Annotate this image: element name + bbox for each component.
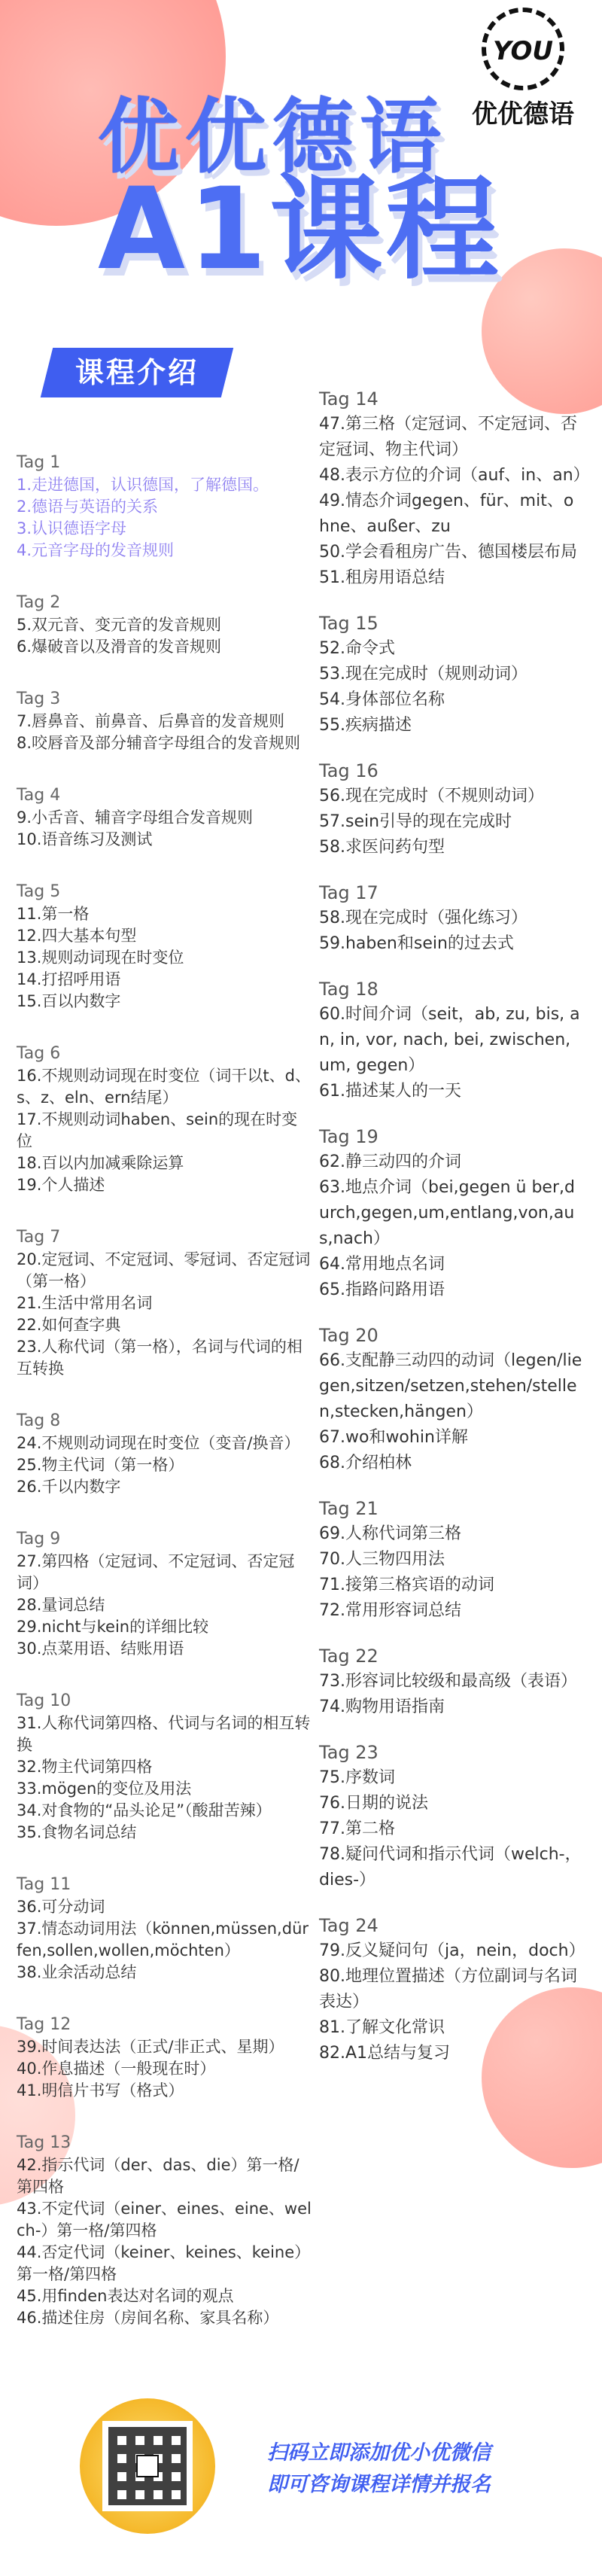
lesson-group (319, 1124, 584, 1303)
lesson-item: 48.表示方位的介词（auf、in、an） (319, 466, 590, 485)
lesson-group (319, 611, 584, 738)
lesson-item: 52.命令式 (319, 639, 395, 658)
lesson-item: 36.可分动词 (17, 1898, 105, 1916)
lesson-day-label: Tag 1 (17, 453, 61, 472)
lesson-item: 2.德语与英语的关系 (17, 498, 159, 516)
course-column-left (17, 452, 312, 2359)
lesson-day-label: Tag 13 (17, 2133, 71, 2152)
lesson-item: 42.指示代词（der、das、die）第一格/第四格 (17, 2156, 299, 2196)
lesson-item: 38.业余活动总结 (17, 1963, 137, 1981)
lesson-item: 16.不规则动词现在时变位（词干以t、d、s、z、eln、ern结尾） (17, 1067, 311, 1107)
lesson-group (17, 1528, 312, 1660)
logo-text: YOU (493, 36, 553, 66)
lesson-item: 6.爆破音以及滑音的发音规则 (17, 638, 222, 656)
lesson-item: 67.wo和wohin详解 (319, 1428, 468, 1447)
lesson-group (17, 2014, 312, 2102)
lesson-item: 5.双元音、变元音的发音规则 (17, 616, 222, 634)
lesson-item: 4.元音字母的发音规则 (17, 541, 175, 559)
lesson-item: 35.食物名词总结 (17, 1823, 137, 1841)
lesson-day-label: Tag 14 (319, 388, 379, 410)
lesson-item: 19.个人描述 (17, 1176, 105, 1194)
lesson-group (17, 1874, 312, 1984)
lesson-day-label: Tag 20 (319, 1325, 379, 1346)
section-banner (41, 348, 233, 397)
lesson-item: 11.第一格 (17, 905, 90, 923)
lesson-item: 59.haben和sein的过去式 (319, 934, 514, 953)
lesson-item: 68.介绍柏林 (319, 1454, 412, 1472)
qr-center-logo (136, 2455, 159, 2477)
lesson-item: 50.学会看租房广告、德国楼层布局 (319, 543, 577, 562)
lesson-item: 54.身体部位名称 (319, 690, 445, 709)
lesson-item: 15.百以内数字 (17, 992, 121, 1010)
lesson-group (17, 2132, 312, 2329)
lesson-item: 78.疑问代词和指示代词（welch-，dies-） (319, 1845, 582, 1889)
lesson-group (319, 880, 584, 957)
lesson-item: 28.量词总结 (17, 1596, 105, 1614)
lesson-day-label: Tag 8 (17, 1411, 61, 1430)
lesson-item: 13.规则动词现在时变位 (17, 948, 184, 967)
lesson-item: 7.唇鼻音、前鼻音、后鼻音的发音规则 (17, 712, 285, 730)
lesson-day-label: Tag 18 (319, 979, 379, 1000)
course-column-right (319, 386, 590, 2086)
lesson-item: 63.地点介词（bei,gegen ü ber,durch,gegen,um,entlang,von,aus,nach） (319, 1178, 575, 1248)
lesson-item: 71.接第三格宾语的动词 (319, 1576, 494, 1594)
brand-logo (467, 8, 579, 130)
lesson-item: 9.小舌音、辅音字母组合发音规则 (17, 808, 254, 827)
lesson-group (17, 1226, 312, 1380)
lesson-item: 32.物主代词第四格 (17, 1758, 153, 1776)
lesson-item: 57.sein引导的现在完成时 (319, 812, 512, 831)
lesson-item: 56.现在完成时（不规则动词） (319, 787, 544, 805)
lesson-item: 1.走进德国，认识德国，了解德国。 (17, 476, 269, 494)
lesson-day-label: Tag 3 (17, 690, 61, 708)
lesson-item: 66.支配静三动四的动词（legen/liegen,sitzen/setzen,stehen/stellen,stecken,hängen） (319, 1351, 582, 1421)
lesson-group (319, 758, 584, 860)
contact-cta (267, 2437, 583, 2501)
lesson-day-label: Tag 23 (319, 1742, 379, 1763)
lesson-group (17, 881, 312, 1012)
page-subtitle: A1课程 (98, 164, 502, 295)
lesson-item: 58.现在完成时（强化练习） (319, 909, 528, 927)
lesson-group (319, 386, 590, 591)
lesson-item: 26.千以内数字 (17, 1478, 121, 1496)
lesson-item: 43.不定代词（einer、eines、eine、welch-）第一格/第四格 (17, 2200, 312, 2240)
lesson-item: 14.打招呼用语 (17, 970, 121, 988)
lesson-day-label: Tag 16 (319, 760, 379, 781)
lesson-group (17, 1043, 312, 1196)
lesson-item: 58.求医问药句型 (319, 838, 445, 857)
lesson-item: 61.描述某人的一天 (319, 1082, 461, 1101)
lesson-item: 29.nicht与kein的详细比较 (17, 1618, 209, 1636)
qr-code-badge[interactable] (80, 2398, 215, 2534)
lesson-item: 76.日期的说法 (319, 1794, 428, 1813)
lesson-item: 45.用finden表达对名词的观点 (17, 2287, 234, 2305)
lesson-day-label: Tag 12 (17, 2015, 71, 2034)
lesson-day-label: Tag 4 (17, 786, 61, 805)
lesson-group (319, 976, 584, 1104)
lesson-day-label: Tag 19 (319, 1126, 379, 1147)
lesson-day-label: Tag 17 (319, 882, 379, 903)
lesson-item: 69.人称代词第三格 (319, 1524, 461, 1543)
lesson-group (17, 452, 312, 562)
lesson-group (17, 688, 312, 754)
lesson-day-label: Tag 24 (319, 1915, 379, 1936)
lesson-item: 20.定冠词、不定冠词、零冠词、否定冠词（第一格） (17, 1250, 311, 1290)
lesson-item: 62.静三动四的介词 (319, 1153, 461, 1171)
lesson-day-label: Tag 10 (17, 1691, 71, 1710)
lesson-item: 31.人称代词第四格、代词与名词的相互转换 (17, 1714, 311, 1754)
lesson-item: 49.情态介词gegen、für、mit、ohne、außer、zu (319, 492, 574, 536)
page-title: 优优德语 (98, 90, 448, 184)
lesson-item: 23.人称代词（第一格），名词与代词的相互转换 (17, 1338, 303, 1378)
lesson-group (319, 1740, 584, 1893)
lesson-item: 65.指路问路用语 (319, 1280, 445, 1299)
lesson-item: 46.描述住房（房间名称、家具名称） (17, 2309, 279, 2327)
lesson-item: 41.明信片书写（格式） (17, 2081, 184, 2099)
lesson-group (17, 1410, 312, 1498)
lesson-item: 80.地理位置描述（方位副词与名词表达） (319, 1967, 577, 2011)
lesson-item: 55.疾病描述 (319, 716, 412, 735)
lesson-item: 27.第四格（定冠词、不定冠词、否定冠词） (17, 1552, 295, 1592)
lesson-day-label: Tag 7 (17, 1228, 61, 1247)
lesson-item: 40.作息描述（一般现在时） (17, 2060, 216, 2078)
lesson-group (319, 1913, 584, 2066)
lesson-item: 8.咬唇音及部分辅音字母组合的发音规则 (17, 734, 301, 752)
lesson-item: 79.反义疑问句（ja，nein，doch） (319, 1941, 585, 1960)
lesson-item: 44.否定代词（keiner、keines、keine）第一格/第四格 (17, 2243, 311, 2283)
lesson-item: 12.四大基本句型 (17, 927, 137, 945)
lesson-day-label: Tag 5 (17, 882, 61, 901)
lesson-item: 72.常用形容词总结 (319, 1601, 461, 1620)
lesson-item: 73.形容词比较级和最高级（表语） (319, 1672, 577, 1691)
lesson-item: 75.序数词 (319, 1768, 395, 1787)
lesson-day-label: Tag 15 (319, 613, 379, 634)
lesson-group (17, 592, 312, 658)
lesson-item: 21.生活中常用名词 (17, 1294, 153, 1312)
cta-line-2: 即可咨询课程详情并报名 (267, 2473, 491, 2496)
lesson-item: 47.第三格（定冠词、不定冠词、否定冠词、物主代词） (319, 415, 577, 459)
lesson-day-label: Tag 21 (319, 1498, 379, 1519)
lesson-item: 33.mögen的变位及用法 (17, 1780, 192, 1798)
lesson-item: 51.租房用语总结 (319, 568, 445, 587)
lesson-group (17, 784, 312, 851)
lesson-item: 64.常用地点名词 (319, 1255, 445, 1274)
lesson-group (319, 1643, 584, 1720)
lesson-group (319, 1323, 584, 1476)
lesson-group (17, 1690, 312, 1844)
cta-line-1: 扫码立即添加优小优微信 (267, 2441, 491, 2465)
lesson-item: 39.时间表达法（正式/非正式、星期） (17, 2038, 284, 2056)
lesson-item: 37.情态动词用法（können,müssen,dürfen,sollen,wollen,möchten） (17, 1920, 309, 1959)
lesson-item: 10.语音练习及测试 (17, 830, 153, 848)
lesson-item: 53.现在完成时（规则动词） (319, 665, 528, 684)
lesson-day-label: Tag 22 (319, 1646, 379, 1667)
lesson-item: 25.物主代词（第一格） (17, 1456, 184, 1474)
lesson-item: 18.百以内加减乘除运算 (17, 1154, 184, 1172)
lesson-item: 74.购物用语指南 (319, 1698, 445, 1716)
lesson-item: 77.第二格 (319, 1819, 395, 1838)
lesson-item: 30.点菜用语、结账用语 (17, 1640, 184, 1658)
lesson-item: 60.时间介词（seit，ab, zu, bis, an, in, vor, nach, bei, zwischen, um, gegen） (319, 1005, 580, 1075)
lesson-item: 82.A1总结与复习 (319, 2044, 451, 2063)
brand-name: 优优德语 (472, 99, 574, 129)
lesson-item: 24.不规则动词现在时变位（变音/换音） (17, 1434, 300, 1452)
lesson-day-label: Tag 2 (17, 593, 61, 612)
lesson-item: 81.了解文化常识 (319, 2018, 445, 2037)
lesson-item: 22.如何查字典 (17, 1316, 121, 1334)
lesson-day-label: Tag 6 (17, 1044, 61, 1063)
lesson-day-label: Tag 9 (17, 1530, 61, 1548)
lesson-item: 70.人三物四用法 (319, 1550, 445, 1569)
lesson-item: 34.对食物的“品头论足”（酸甜苦辣） (17, 1801, 272, 1819)
lesson-group (319, 1496, 584, 1624)
section-banner-label: 课程介绍 (74, 356, 199, 389)
lesson-item: 17.不规则动词haben、sein的现在时变位 (17, 1110, 298, 1150)
lesson-day-label: Tag 11 (17, 1875, 71, 1894)
logo-mark (482, 8, 564, 90)
lesson-item: 3.认识德语字母 (17, 519, 127, 537)
